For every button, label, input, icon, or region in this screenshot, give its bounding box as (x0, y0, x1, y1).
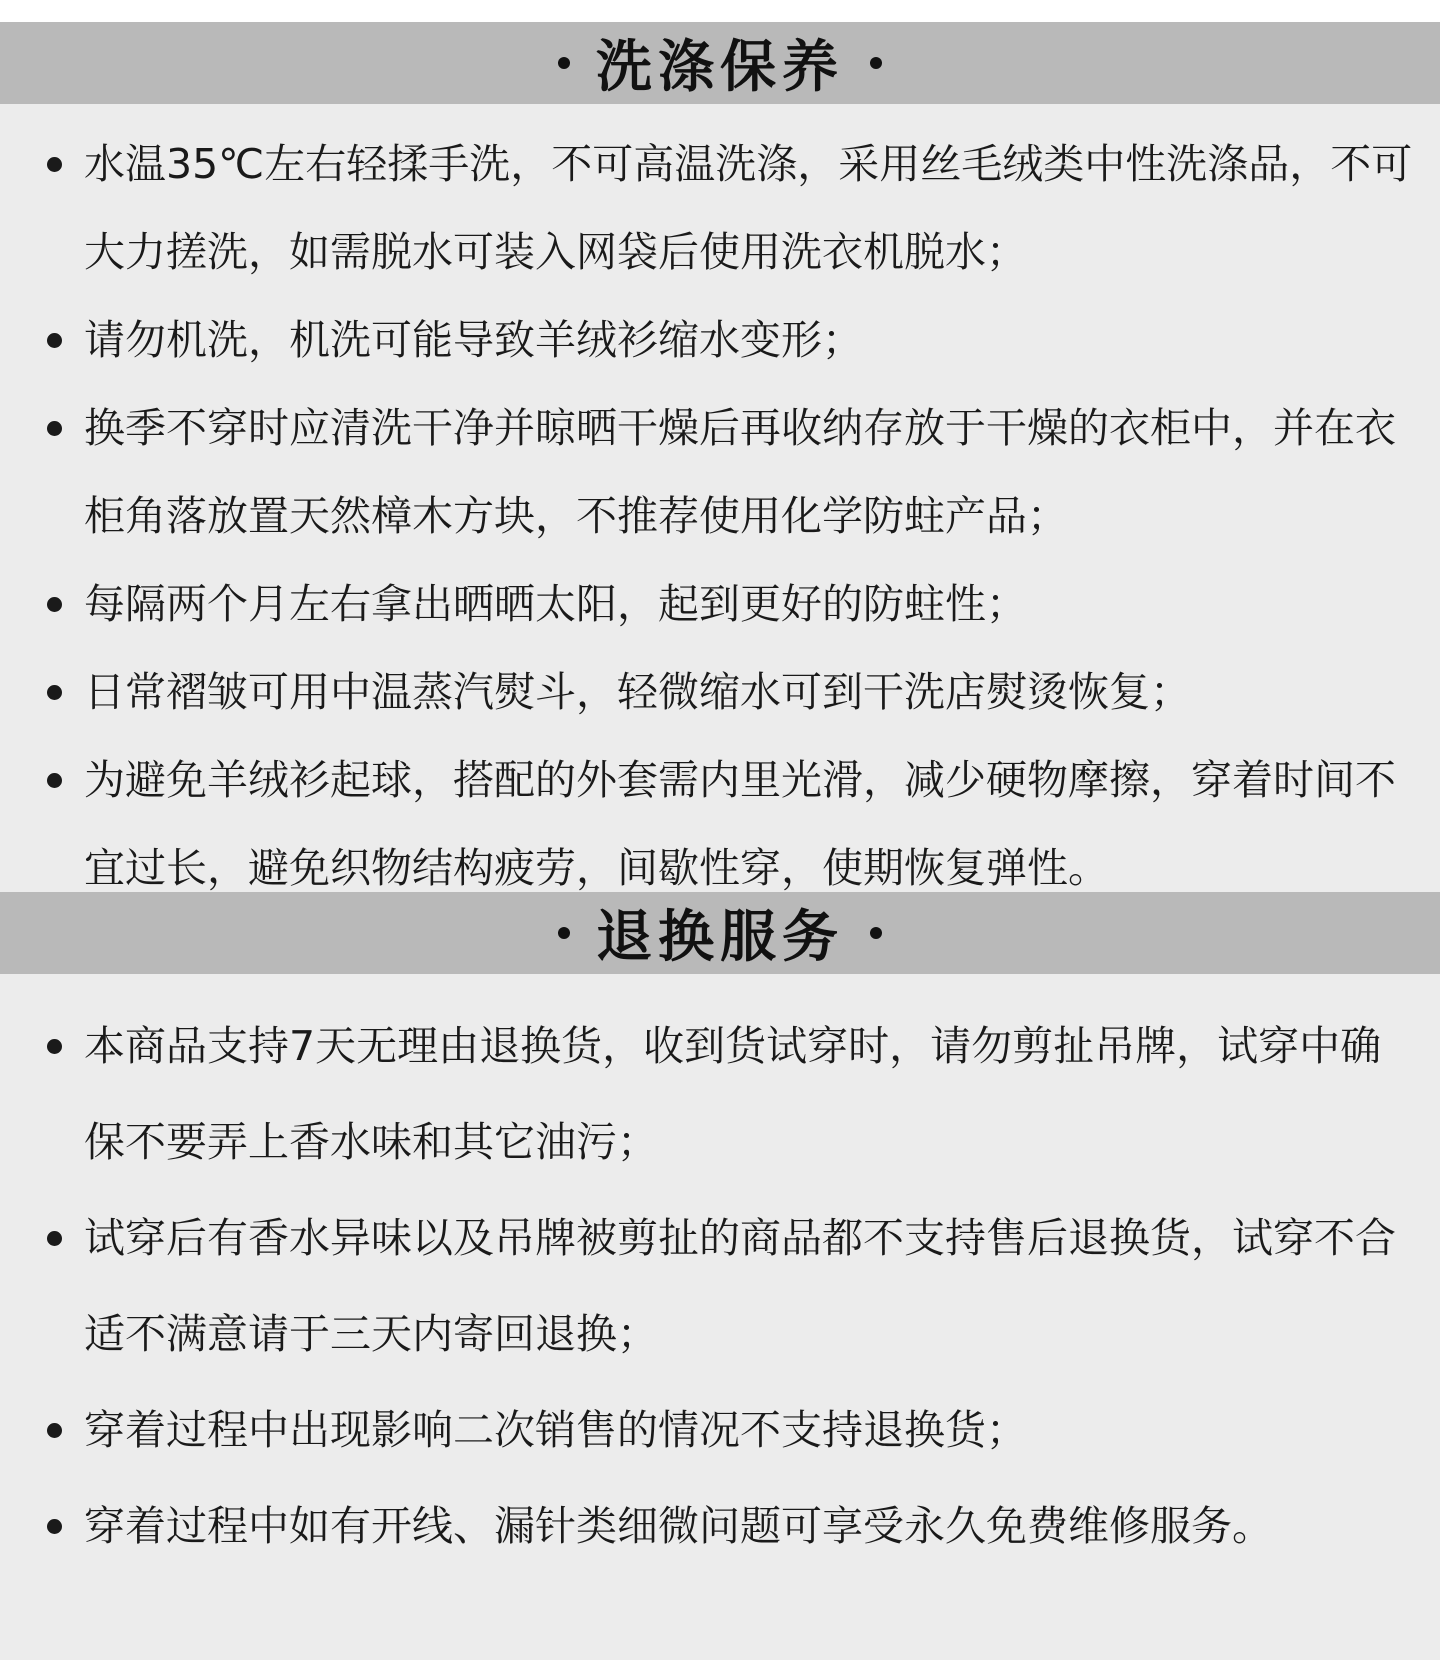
care-item (0, 296, 1440, 384)
returns-section-title: 退换服务 (596, 905, 844, 970)
care-item-text: 水温35℃左右轻揉手洗，不可高温洗涤，采用丝毛绒类中性洗涤品，不可大力搓洗，如需脱水可装入网袋后使用洗衣机脱水； (84, 140, 1413, 276)
bullet-icon (47, 1231, 62, 1246)
care-list (0, 120, 1440, 912)
top-margin (0, 0, 1440, 22)
bullet-icon (47, 773, 62, 788)
bullet-icon (47, 1519, 62, 1534)
returns-item (0, 1478, 1440, 1574)
bullet-icon (47, 421, 62, 436)
care-item (0, 120, 1440, 296)
returns-item (0, 1190, 1440, 1382)
title-dot-icon (870, 57, 882, 69)
returns-item-text: 穿着过程中出现影响二次销售的情况不支持退换货； (84, 1406, 1027, 1454)
returns-section-body (0, 974, 1440, 1660)
returns-list (0, 998, 1440, 1574)
returns-item (0, 1382, 1440, 1478)
care-item (0, 560, 1440, 648)
returns-item-text: 穿着过程中如有开线、漏针类细微问题可享受永久免费维修服务。 (84, 1502, 1273, 1550)
care-section-header (0, 22, 1440, 104)
bullet-icon (47, 333, 62, 348)
returns-item (0, 998, 1440, 1190)
care-item-text: 日常褶皱可用中温蒸汽熨斗，轻微缩水可到干洗店熨烫恢复； (84, 668, 1191, 716)
bullet-icon (47, 685, 62, 700)
care-item (0, 648, 1440, 736)
title-dot-icon (558, 57, 570, 69)
title-dot-icon (558, 927, 570, 939)
care-item (0, 736, 1440, 912)
bullet-icon (47, 597, 62, 612)
care-item-text: 每隔两个月左右拿出晒晒太阳，起到更好的防蛀性； (84, 580, 1027, 628)
care-section-title: 洗涤保养 (596, 35, 844, 100)
bullet-icon (47, 157, 62, 172)
care-item-text: 请勿机洗，机洗可能导致羊绒衫缩水变形； (84, 316, 863, 364)
bullet-icon (47, 1039, 62, 1054)
returns-item-text: 试穿后有香水异味以及吊牌被剪扯的商品都不支持售后退换货，试穿不合适不满意请于三天内寄回退换； (84, 1214, 1396, 1358)
returns-section-header (0, 892, 1440, 974)
care-item (0, 384, 1440, 560)
care-section-body (0, 104, 1440, 892)
care-item-text: 为避免羊绒衫起球，搭配的外套需内里光滑，减少硬物摩擦，穿着时间不宜过长，避免织物结构疲劳，间歇性穿，使期恢复弹性。 (84, 756, 1396, 892)
care-item-text: 换季不穿时应清洗干净并晾晒干燥后再收纳存放于干燥的衣柜中，并在衣柜角落放置天然樟木方块，不推荐使用化学防蛀产品； (84, 404, 1396, 540)
bullet-icon (47, 1423, 62, 1438)
title-dot-icon (870, 927, 882, 939)
returns-item-text: 本商品支持7天无理由退换货，收到货试穿时，请勿剪扯吊牌，试穿中确保不要弄上香水味和其它油污； (84, 1022, 1382, 1166)
